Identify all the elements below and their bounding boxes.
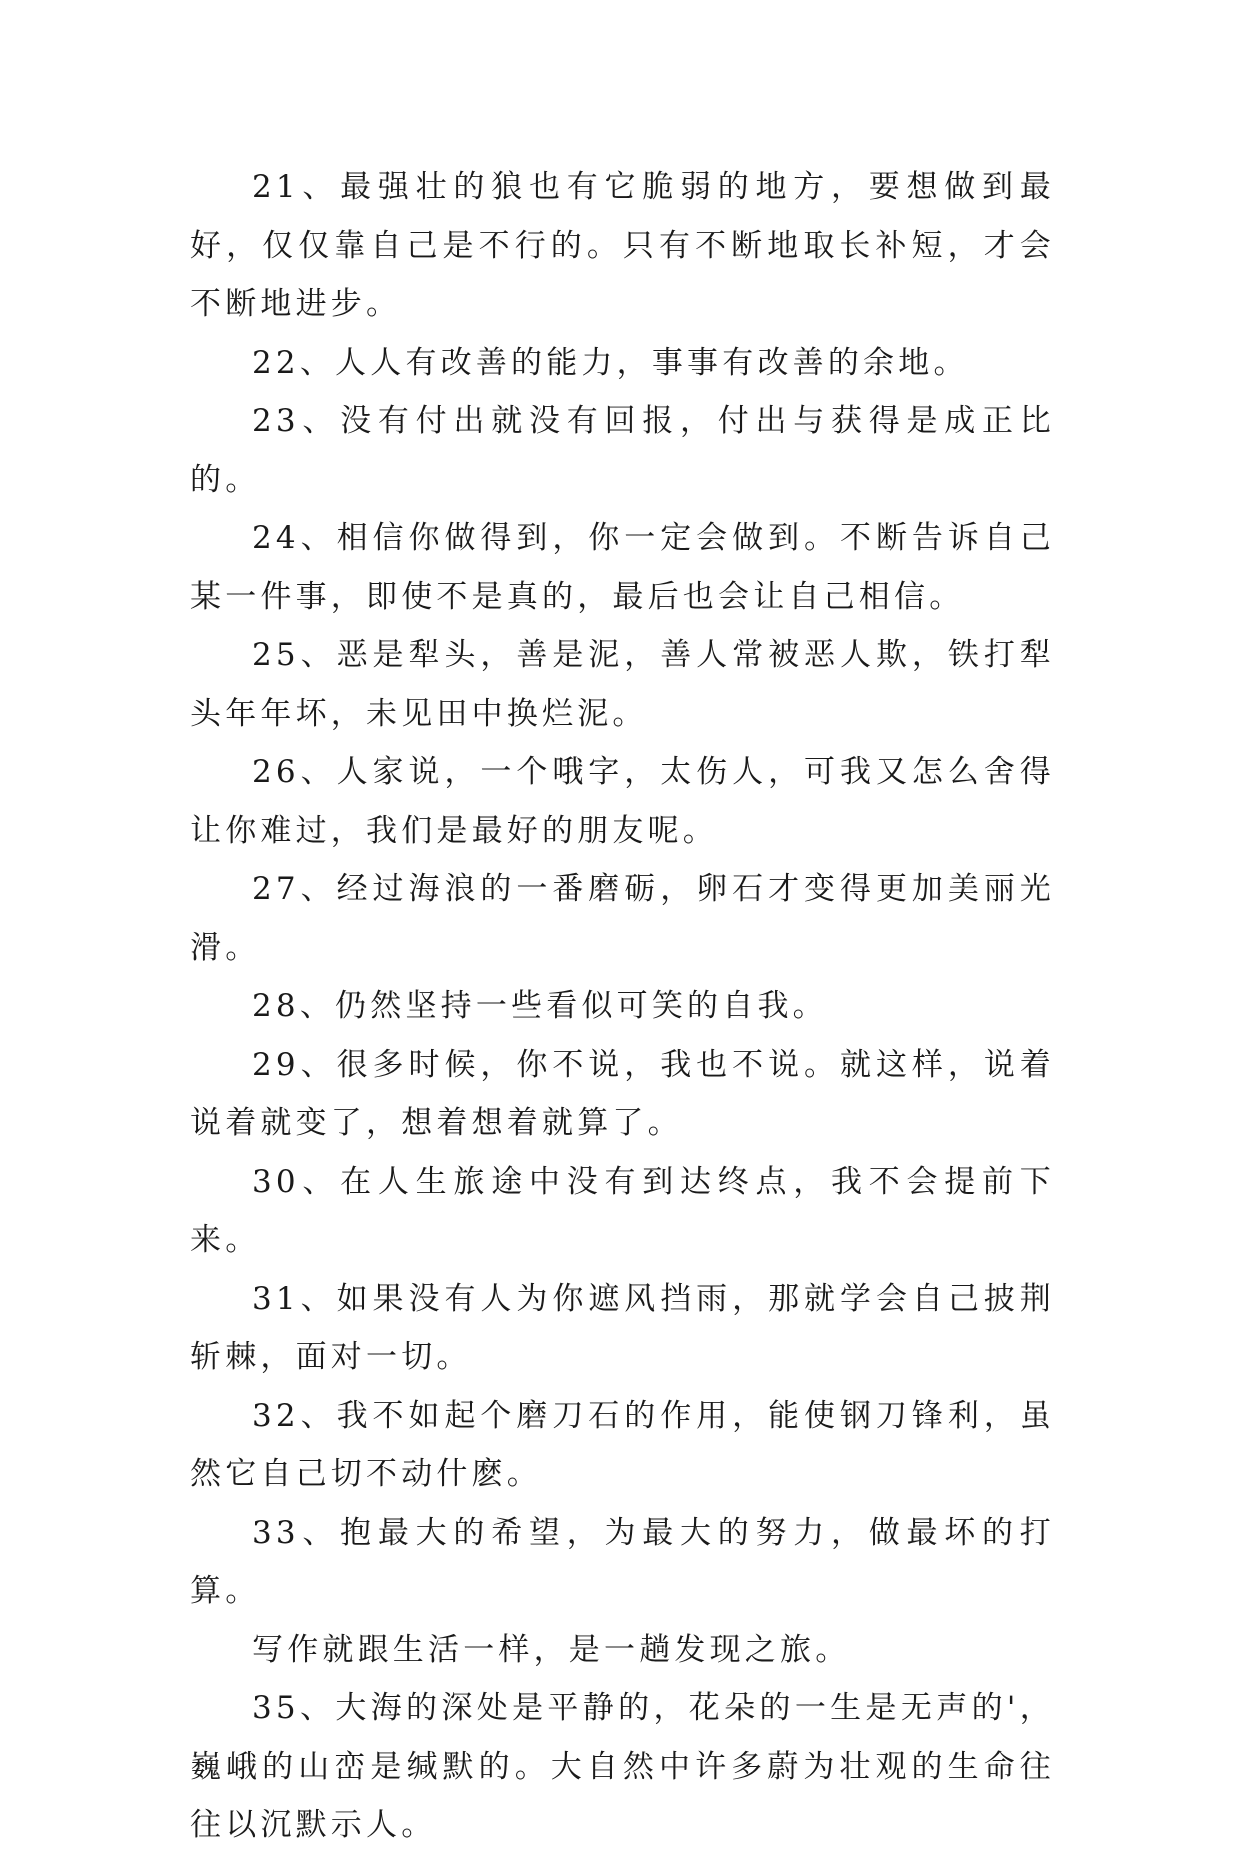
paragraph-23: 23、没有付出就没有回报，付出与获得是成正比的。 bbox=[190, 403, 1055, 498]
paragraph-29: 29、很多时候，你不说，我也不说。就这样，说着说着就变了，想着想着就算了。 bbox=[190, 1046, 1055, 1141]
paragraph-33: 33、抱最大的希望，为最大的努力，做最坏的打算。 bbox=[190, 1514, 1055, 1609]
paragraph-25: 25、恶是犁头，善是泥，善人常被恶人欺，铁打犁头年年坏，未见田中换烂泥。 bbox=[190, 637, 1055, 732]
paragraph-28: 28、仍然坚持一些看似可笑的自我。 bbox=[252, 988, 828, 1024]
paragraph-24: 24、相信你做得到，你一定会做到。不断告诉自己某一件事，即使不是真的，最后也会让自己相信。 bbox=[190, 520, 1055, 615]
document-body bbox=[190, 158, 1055, 1855]
paragraph-32: 32、我不如起个磨刀石的作用，能使钢刀锋利，虽然它自己切不动什麽。 bbox=[190, 1397, 1055, 1492]
paragraph-30: 30、在人生旅途中没有到达终点，我不会提前下来。 bbox=[190, 1163, 1055, 1258]
paragraph-26: 26、人家说，一个哦字，太伤人，可我又怎么舍得让你难过，我们是最好的朋友呢。 bbox=[190, 754, 1055, 849]
paragraph-31: 31、如果没有人为你遮风挡雨，那就学会自己披荆斩棘，面对一切。 bbox=[190, 1280, 1055, 1375]
paragraph-35: 35、大海的深处是平静的，花朵的一生是无声的'，巍峨的山峦是缄默的。大自然中许多蔚为壮观的生命往往以沉默示人。 bbox=[190, 1690, 1055, 1843]
paragraph-34: 写作就跟生活一样，是一趟发现之旅。 bbox=[252, 1631, 851, 1668]
paragraph-22: 22、人人有改善的能力，事事有改善的余地。 bbox=[252, 344, 969, 381]
paragraph-21: 21、最强壮的狼也有它脆弱的地方，要想做到最好，仅仅靠自己是不行的。只有不断地取长补短，才会不断地进步。 bbox=[190, 169, 1055, 322]
paragraph-27: 27、经过海浪的一番磨砺，卵石才变得更加美丽光滑。 bbox=[190, 871, 1055, 966]
